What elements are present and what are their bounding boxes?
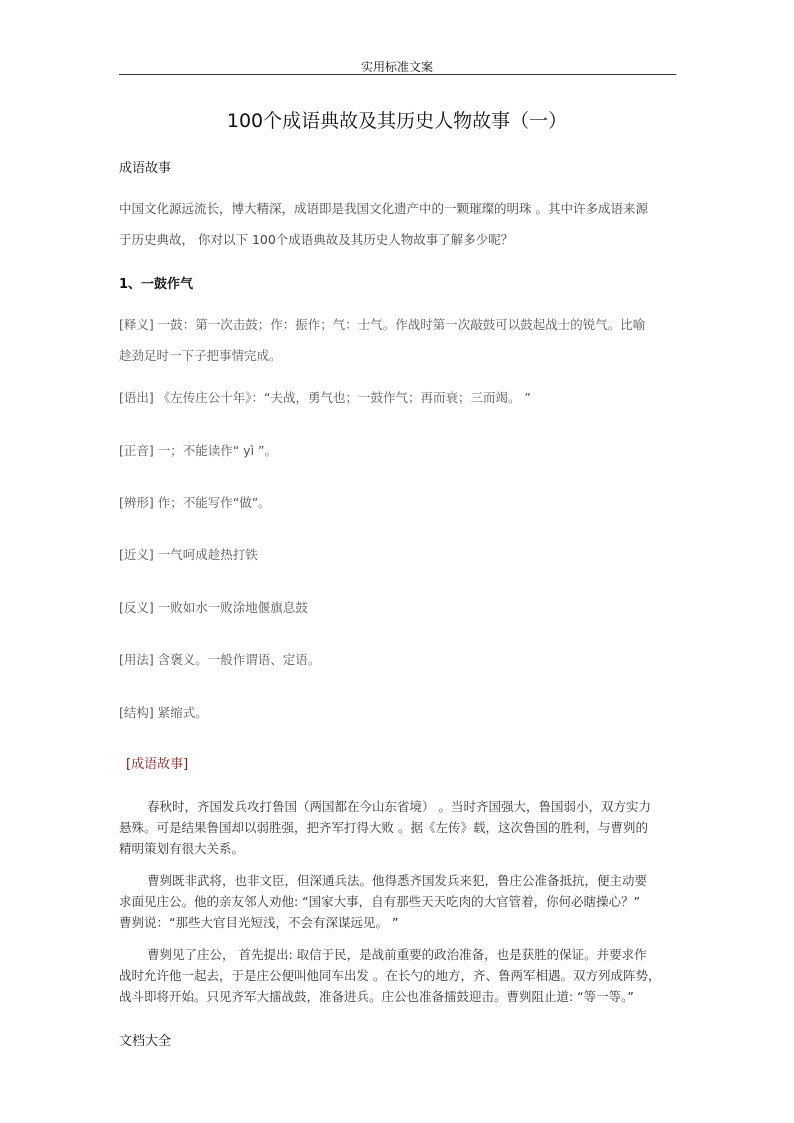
story-paragraph-1-line-1: 春秋时，齐国发兵攻打鲁国（两国都在今山东省境） 。当时齐国强大，鲁国弱小，双方实力 xyxy=(147,799,651,814)
intro-line-2: 于历史典故， 你对以下 100个成语典故及其历史人物故事了解多少呢？ xyxy=(119,232,514,247)
entry-heading: 1、一鼓作气 xyxy=(119,277,194,292)
story-tag: [成语故事] xyxy=(126,757,189,772)
story-paragraph-1-line-3: 精明策划有很大关系。 xyxy=(119,841,245,856)
form-line: [辨形] 作；不能写作“做”。 xyxy=(119,495,271,510)
structure-line: [结构] 紧缩式。 xyxy=(119,705,208,720)
story-paragraph-1-line-2: 悬殊。可是结果鲁国却以弱胜强，把齐军打得大败 。据《左传》载，这次鲁国的胜利，与曹刿的 xyxy=(119,820,648,835)
page-footer: 文档大全 xyxy=(119,1034,172,1049)
usage-line: [用法] 含褒义。一般作谓语、定语。 xyxy=(119,652,321,667)
antonym-line: [反义] 一败如水一败涂地偃旗息鼓 xyxy=(119,600,308,615)
story-paragraph-3-line-3: 战斗即将开始。只见齐军大擂战鼓，准备进兵。庄公也准备擂鼓迎击。曹刿阻止道: “等一等。” xyxy=(119,989,634,1004)
story-paragraph-2-line-2: 求面见庄公。他的亲友邻人劝他: “国家大事，自有那些天天吃肉的大官管着，你何必瞎操心？” xyxy=(119,894,641,909)
intro-line-1: 中国文化源远流长，博大精深，成语即是我国文化遗产中的一颗璀璨的明珠 。其中许多成语来源 xyxy=(119,201,648,216)
story-paragraph-2-line-3: 曹刿说：“那些大官目光短浅，不会有深谋远见。 ” xyxy=(119,915,399,930)
document-title: 100个成语典故及其历史人物故事（一） xyxy=(226,110,568,132)
header-divider xyxy=(119,74,676,75)
story-paragraph-2-line-1: 曹刿既非武将，也非文臣，但深通兵法。他得悉齐国发兵来犯，鲁庄公准备抵抗，便主动要 xyxy=(147,873,648,888)
section-label: 成语故事 xyxy=(119,161,172,176)
definition-line-2: 趁劲足时一下子把事情完成。 xyxy=(119,348,282,363)
story-paragraph-3-line-2: 战时允许他一起去，于是庄公便叫他同车出发 。在长勺的地方，齐、鲁两军相遇。双方列成阵势， xyxy=(119,968,661,983)
story-paragraph-3-line-1: 曹刿见了庄公， 首先提出: 取信于民，是战前重要的政治准备，也是获胜的保证。并要求作 xyxy=(147,947,647,962)
synonym-line: [近义] 一气呵成趁热打铁 xyxy=(119,547,258,562)
pronunciation-line: [正音] 一；不能读作“ yì ”。 xyxy=(119,443,277,458)
page-header: 实用标准文案 xyxy=(360,60,433,74)
source-line: [语出] 《左传庄公十年》：“夫战，勇气也；一鼓作气；再而衰；三而竭。 ” xyxy=(119,390,531,405)
definition-line-1: [释义] 一鼓：第一次击鼓；作：振作；气：士气。作战时第一次敲鼓可以鼓起战士的锐气。比喻 xyxy=(119,317,646,332)
